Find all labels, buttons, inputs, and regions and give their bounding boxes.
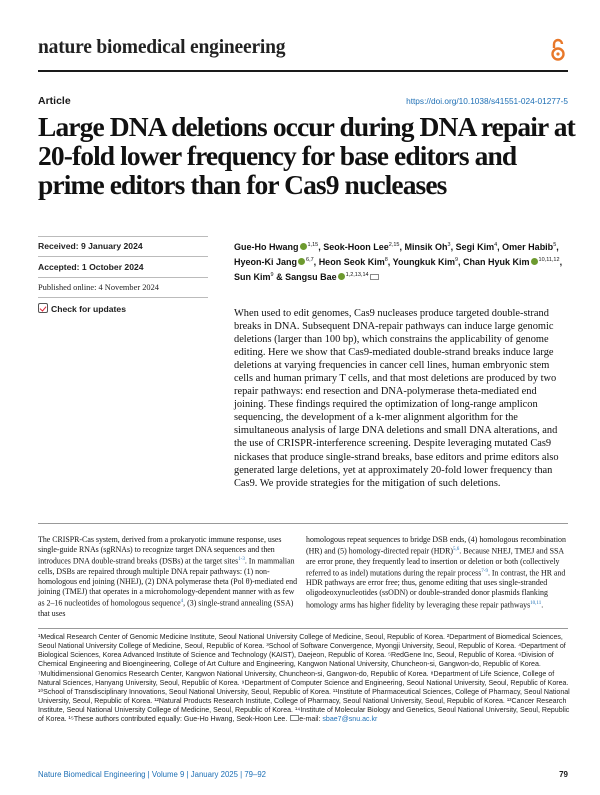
author-name[interactable]: Minsik Oh <box>404 242 448 252</box>
accepted-date: Accepted: 1 October 2024 <box>38 262 144 272</box>
email-link[interactable]: sbae7@snu.ac.kr <box>322 716 378 724</box>
reference-link[interactable]: 10,11 <box>530 600 542 606</box>
meta-divider <box>38 277 208 278</box>
email-icon[interactable] <box>370 274 379 280</box>
author-name[interactable]: Seok-Hoon Lee <box>323 242 389 252</box>
orcid-icon[interactable] <box>298 258 305 265</box>
orcid-icon[interactable] <box>338 273 345 280</box>
author-name[interactable]: Heon Seok Kim <box>318 257 385 268</box>
reference-link[interactable]: 7-9 <box>481 568 488 574</box>
journal-name[interactable]: nature biomedical engineering <box>38 37 286 58</box>
email-icon <box>290 715 299 721</box>
body-text-left: The CRISPR-Cas system, derived from a prokaryotic immune response, uses single-guide RNAs (sgRNAs) to recognize target DNA sequences and then introduces DNA double-strand breaks (DSBs) at the target sites$^{1-3}$. In mammalian cells, DSBs are repaired through multiple DNA repair pathways: (1) non-homologous end joining (NHEJ), (2) DNA polymerase theta (Pol θ)-mediated end joining (TMEJ) that operates in a microhomology-dependent manner with as few as 2–16 nucleotides of homologous sequence$^4$, (3) single-strand annealing (SSA) that uses <box>38 535 298 618</box>
author-affiliation-marker: 10,11,12 <box>538 257 560 264</box>
footer-citation[interactable]: Nature Biomedical Engineering | Volume 9 | January 2025 | 79–92 <box>38 770 266 779</box>
author-affiliation-marker: 4 <box>494 242 498 248</box>
meta-divider <box>38 236 208 237</box>
author-affiliation-marker: 1,2,13,14 <box>345 272 369 279</box>
received-date: Received: 9 January 2024 <box>38 241 143 251</box>
header-rule <box>38 70 568 72</box>
author-affiliation-marker: 9 <box>270 272 274 279</box>
page-number: 79 <box>559 770 568 779</box>
reference-link[interactable]: 5,6 <box>453 547 460 553</box>
published-date: Published online: 4 November 2024 <box>38 283 159 292</box>
meta-divider <box>38 256 208 257</box>
section-divider <box>38 523 568 524</box>
reference-link[interactable]: 4 <box>180 598 184 604</box>
article-type: Article <box>38 95 71 107</box>
affiliations: ¹Medical Research Center of Genomic Medicine Institute, Seoul National University College of Medicine, Seoul, Republic of Korea. ²Department of Biomedical Sciences, Seoul National University College of Medicine, Seoul, Republic of Korea. ³School of Software Convergence, Myongji University, Seoul, Republic of Korea. ⁴Department of Biological Sciences, Korea Advanced Institute of Science and Technology (KAIST), Daejeon, Republic of Korea. ⁵RedGene Inc, Seoul, Republic of Korea. ⁶Division of Chemical Engineering and Bioengineering, College of Art Culture and Engineering, Kangwon National University, Chuncheon-si, Gangwon-do, Republic of Korea. ⁷Multidimensional Genomics Research Center, Kangwon National University, Chuncheon-si, Gangwon-do, Republic of Korea. ⁸Department of Life Science, College of Natural Sciences, Hanyang University, Seoul, Republic of Korea. ⁹Department of Computer Science and Engineering, Seoul National University, Seoul, Republic of Korea. ¹⁰School of Transdisciplinary Innovations, Seoul National University, Seoul, Republic of Korea. ¹¹Institute of Pharmaceutical Sciences, College of Pharmacy, Seoul National University, Seoul, Republic of Korea. ¹²Natural Products Research Institute, College of Pharmacy, Seoul National University, Seoul, Republic of Korea. ¹³Cancer Research Institute, Seoul National University College of Medicine, Seoul, Republic of Korea. ¹⁴Institute of Molecular Biology and Genetics, Seoul National University, Seoul, Republic of Korea. ¹⁵These authors contributed equally: Gue-Ho Hwang, Seok-Hoon Lee. e-mail: sbae7@snu.ac.kr <box>38 634 570 724</box>
author-affiliation-marker: 8 <box>384 257 388 264</box>
reference-link[interactable]: 1-3 <box>238 557 245 563</box>
author-affiliation-marker: 1,15 <box>307 242 319 248</box>
check-for-updates-button[interactable] <box>38 303 126 314</box>
author-name[interactable]: Sangsu Bae <box>285 272 337 283</box>
affiliations-divider <box>38 628 568 629</box>
abstract: When used to edit genomes, Cas9 nucleases produce targeted double-strand breaks in DNA. Subsequent DNA-repair pathways can induce large genomic deletions (larger than 100 bp), which constrains the applicability of genome editing. Here we show that Cas9-mediated double-strand breaks induce large deletions at varying frequencies in cancer cell lines, human embryonic stem cells and human primary T cells, and that most deletions are produced by two repair pathways: end resection and DNA-polymerase theta-mediated end joining. These findings required the optimization of long-range amplicon sequencing, the development of a k-mer alignment algorithm for the simultaneous analysis of large DNA deletions and small DNA alterations, and the use of CRISPR-interference screening. Despite leveraging mutated Cas9 nickases that produce single-strand breaks, base editors and prime editors also generated large deletions, yet at approximately 20-fold lower frequency than Cas9. We provide strategies for the mitigation of such deletions. <box>234 308 559 489</box>
body-text-right: homologous repeat sequences to bridge DSB ends, (4) homologous recombination (HR) and (5) homology-directed repair (HDR)$^{5,6}$. Because NHEJ, TMEJ and SSA are error prone, they frequently lead to insertion or deletion or both (collectively referred to as indel) mutations during the repair process$^{7-9}$. In contrast, the HR and HDR pathways are error free; thus, genome editing that uses single-stranded oligodeoxynucleotides (ssODN) or double-stranded donor plasmids flanking homology arms has higher fidelity by leveraging these repair pathways$^{10,11}$. <box>306 535 566 610</box>
open-access-icon <box>549 38 567 62</box>
check-for-updates-label: Check for updates <box>51 304 126 314</box>
author-name[interactable]: Gue-Ho Hwang <box>234 242 299 252</box>
author-name[interactable]: Youngkuk Kim <box>392 257 455 268</box>
author-affiliation-marker: 2,15 <box>388 242 400 248</box>
author-affiliation-marker: 6,7 <box>306 257 314 264</box>
author-name[interactable]: Segi Kim <box>455 242 495 252</box>
author-affiliation-marker: 5 <box>553 242 557 248</box>
orcid-icon[interactable] <box>300 243 307 250</box>
author-name[interactable]: Chan Hyuk Kim <box>463 257 530 268</box>
check-for-updates-icon <box>38 303 48 313</box>
meta-divider <box>38 297 208 298</box>
article-title: Large DNA deletions occur during DNA repair at 20-fold lower frequency for base editors and prime editors than for Cas9 nucleases <box>38 111 575 200</box>
author-name[interactable]: Sun Kim <box>234 272 271 283</box>
doi-link[interactable]: https://doi.org/10.1038/s41551-024-01277-5 <box>406 96 568 106</box>
author-name[interactable]: Omer Habib <box>502 242 554 252</box>
author-affiliation-marker: 9 <box>454 257 459 264</box>
orcid-icon[interactable] <box>531 258 538 265</box>
author-list: Gue-Ho Hwang $^{1,15}$, Seok-Hoon Lee$^{2,15}$, Minsik Oh$^3$, Segi Kim$^4$, Omer Habib$^5$, Hyeon-Ki Jang $^{6,7}$, Heon Seok Kim$^8$, Youngkuk Kim$^9$, Chan Hyuk Kim $^{10,11,12}$, Sun Kim$^9$ & Sangsu Bae $^{1,2,13,14}$ <box>234 242 563 283</box>
author-affiliation-marker: 3 <box>447 242 451 248</box>
author-name[interactable]: Hyeon-Ki Jang <box>234 257 298 268</box>
